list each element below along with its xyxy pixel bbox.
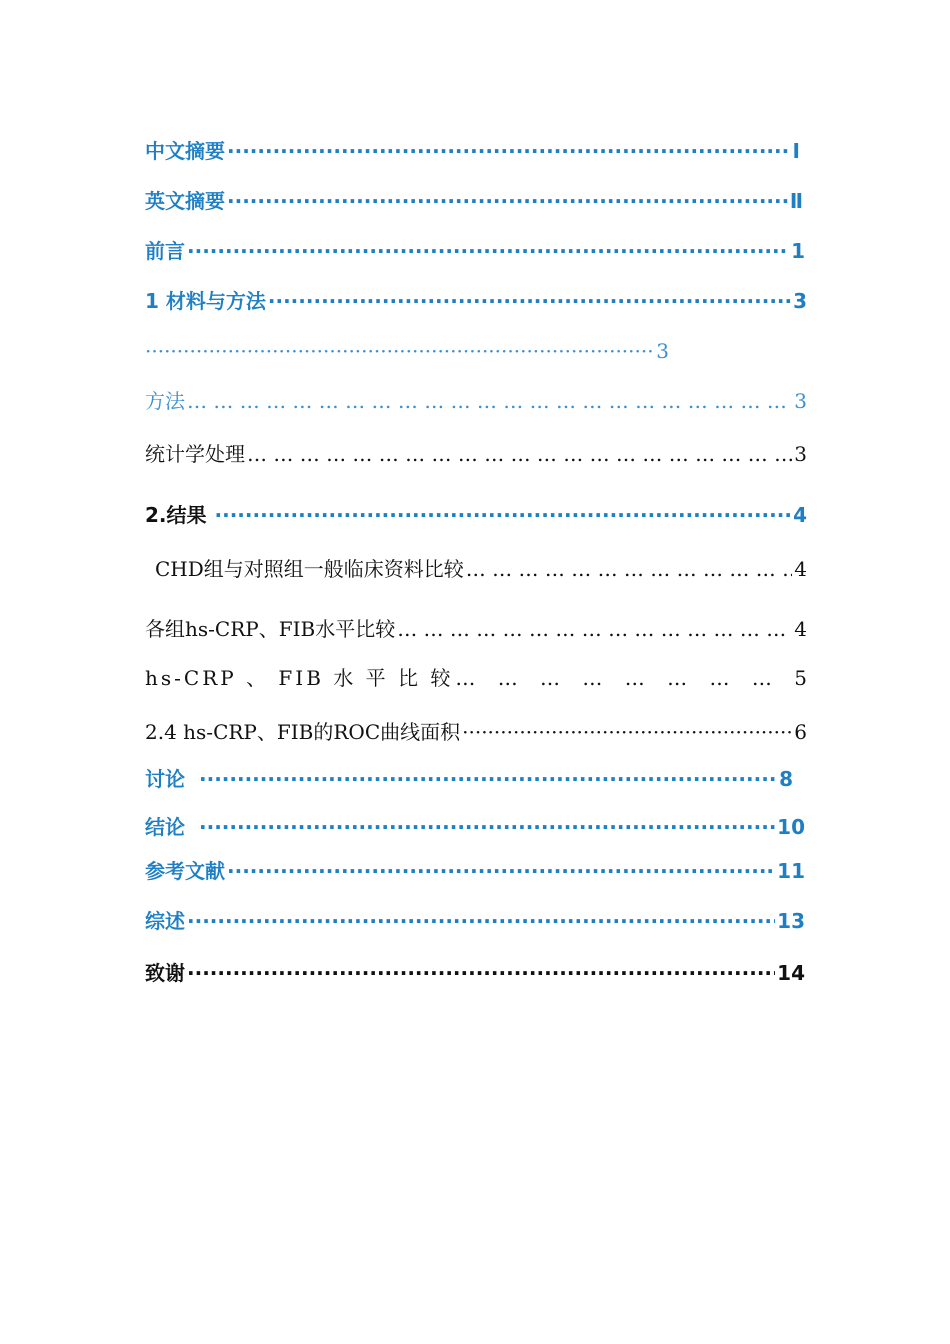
toc-entry-title: 中文摘要 (145, 139, 225, 163)
toc-entry-title: CHD组与对照组一般临床资料比较 (155, 557, 464, 581)
toc-entry-page: 6 (794, 720, 807, 744)
toc-entry-title: 统计学处理 (145, 442, 245, 466)
toc-entry-page: 13 (777, 909, 805, 933)
toc-entry-title: hs-CRP 、 FIB 水 平 比 较 (145, 666, 454, 690)
toc-leader-dots (199, 814, 775, 840)
toc-entry-review[interactable] (145, 908, 805, 934)
toc-leader-dots (268, 288, 791, 314)
toc-entry-materials-methods[interactable] (145, 288, 807, 314)
toc-entry-title: 方法 (145, 389, 185, 413)
toc-leader-dots (227, 858, 775, 884)
toc-entry-page: Ⅰ (792, 139, 800, 163)
toc-entry-methods[interactable] (145, 388, 807, 414)
toc-leader-dots (455, 665, 792, 691)
toc-entry-page: 4 (794, 557, 807, 581)
toc-entry-title: 1 材料与方法 (145, 289, 266, 313)
toc-entry-title: 综述 (145, 909, 185, 933)
toc-leader-dots (462, 719, 792, 745)
toc-entry-page: 3 (794, 442, 807, 466)
toc-entry-page: 14 (777, 961, 805, 985)
toc-entry-title: 2.结果 (145, 503, 207, 527)
toc-entry-results[interactable] (145, 502, 807, 528)
toc-leader-dots (397, 616, 792, 642)
toc-entry-page: 11 (777, 859, 805, 883)
toc-entry-chd-vs-control[interactable] (155, 556, 807, 582)
toc-entry-references[interactable] (145, 858, 805, 884)
toc-leader-dots (187, 388, 792, 414)
toc-entry-untitled[interactable] (145, 338, 669, 364)
toc-entry-page: 3 (656, 339, 669, 363)
toc-entry-page: 3 (794, 389, 807, 413)
toc-entry-page: 1 (791, 239, 805, 263)
toc-entry-group-level-comparison[interactable] (145, 616, 807, 642)
toc-entry-discussion[interactable] (145, 766, 793, 792)
toc-leader-dots (247, 441, 792, 467)
toc-entry-chinese-abstract[interactable] (145, 138, 800, 164)
toc-entry-statistics[interactable] (145, 441, 807, 467)
toc-entry-page: Ⅱ (789, 189, 803, 213)
toc-leader-dots (227, 188, 788, 214)
toc-leader-dots (199, 766, 777, 792)
toc-entry-page: 5 (794, 666, 807, 690)
toc-leader-dots (187, 960, 775, 986)
toc-entry-page: 4 (794, 617, 807, 641)
toc-leader-dots (227, 138, 791, 164)
toc-entry-title: 参考文献 (145, 859, 225, 883)
toc-leader-dots (215, 502, 792, 528)
toc-entry-title: 英文摘要 (145, 189, 225, 213)
toc-leader-dots (187, 908, 775, 934)
toc-entry-acknowledgements[interactable] (145, 960, 805, 986)
toc-entry-title: 各组hs-CRP、FIB水平比较 (145, 617, 396, 641)
toc-entry-page: 3 (793, 289, 807, 313)
toc-entry-title: 讨论 (145, 767, 185, 791)
toc-entry-level-comparison[interactable] (145, 665, 807, 691)
toc-entry-title: 2.4 hs-CRP、FIB的ROC曲线面积 (145, 720, 461, 744)
toc-entry-page: 10 (777, 815, 805, 839)
toc-entry-title: 前言 (145, 239, 185, 263)
toc-entry-roc-area[interactable] (145, 719, 807, 745)
toc-entry-page: 4 (793, 503, 807, 527)
toc-entry-conclusion[interactable] (145, 814, 805, 840)
toc-leader-dots (466, 556, 792, 582)
toc-entry-title: 结论 (145, 815, 185, 839)
toc-entry-title: 致谢 (145, 961, 185, 985)
toc-entry-english-abstract[interactable] (145, 188, 803, 214)
toc-entry-page: 8 (779, 767, 793, 791)
toc-leader-dots (145, 338, 654, 364)
toc-entry-preface[interactable] (145, 238, 805, 264)
toc-leader-dots (187, 238, 789, 264)
